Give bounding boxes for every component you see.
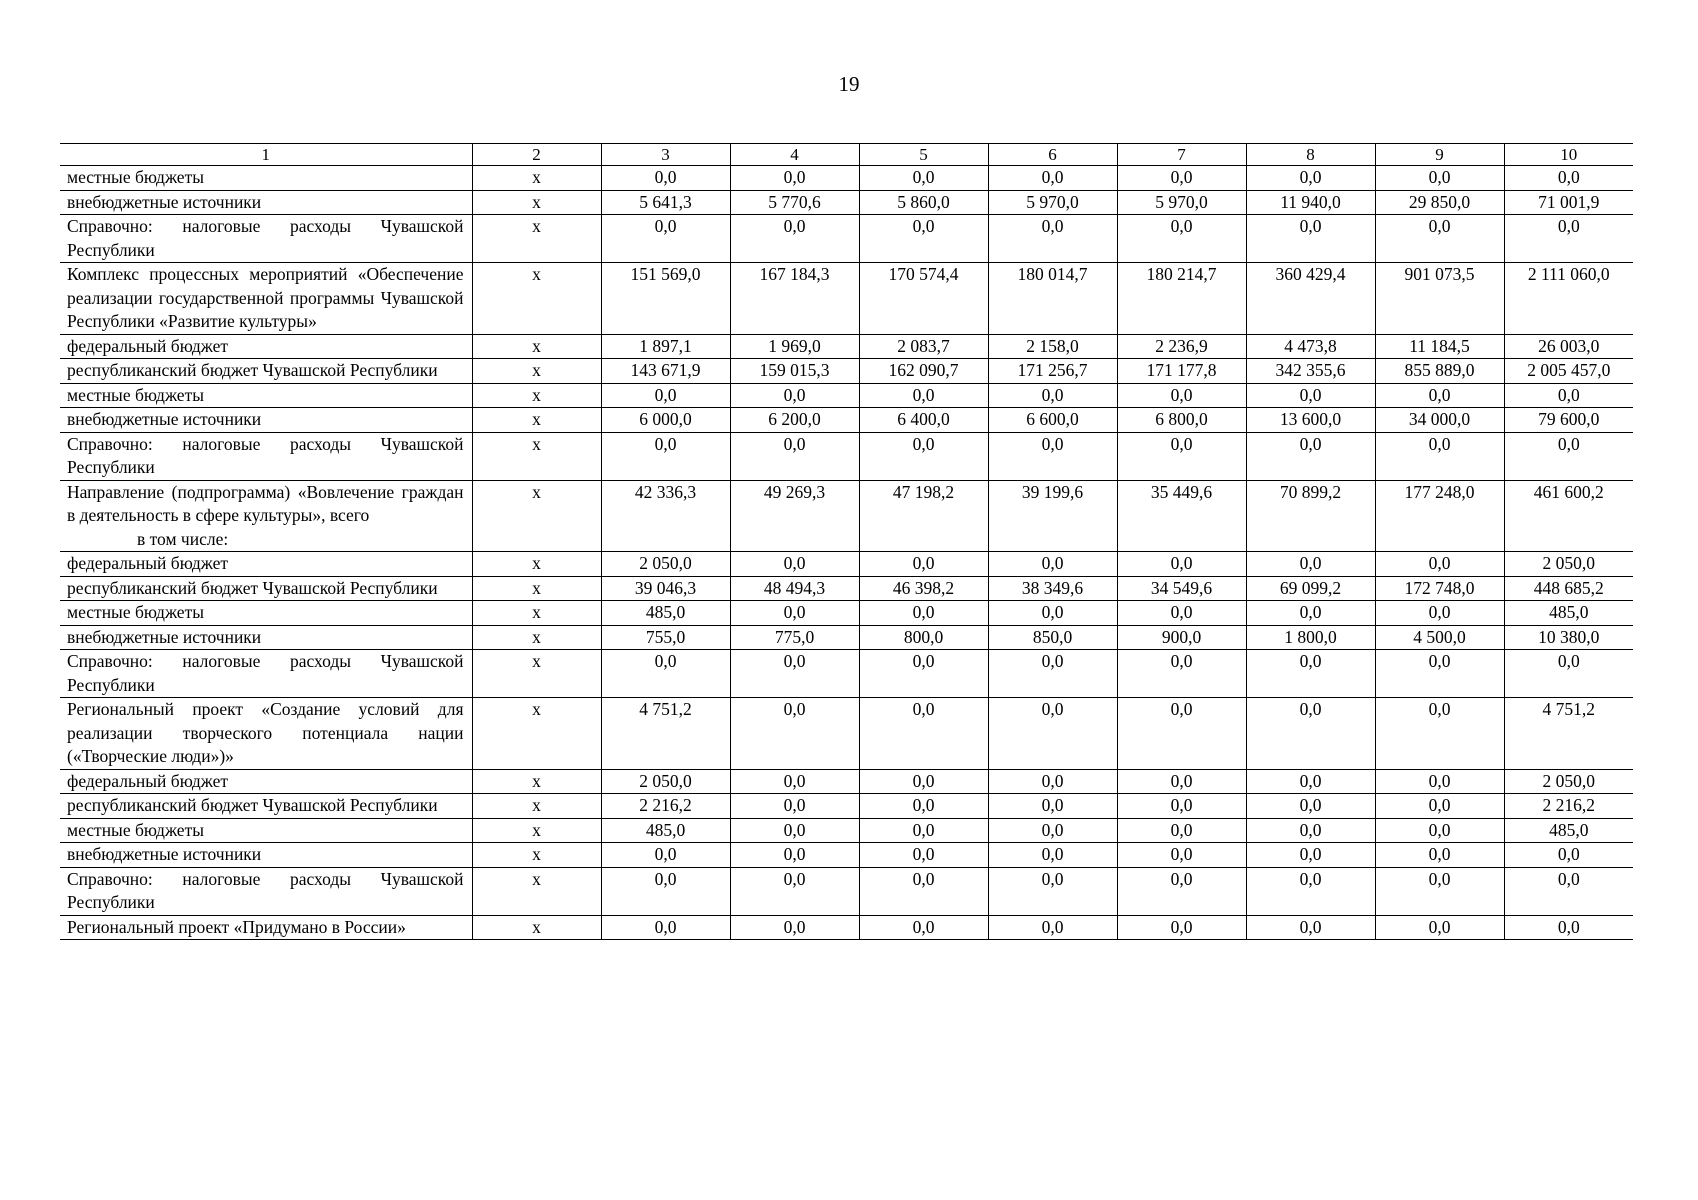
amount-cell: 485,0: [601, 818, 730, 843]
amount-cell: 0,0: [1246, 843, 1375, 868]
column-number-header: 10: [1504, 144, 1633, 166]
row-label: внебюджетные источники: [67, 409, 262, 429]
amount-cell: 159 015,3: [730, 359, 859, 384]
amount-cell: 0,0: [730, 867, 859, 915]
amount-cell: 0,0: [730, 794, 859, 819]
amount-cell: 0,0: [1246, 867, 1375, 915]
code-cell: x: [472, 601, 601, 626]
amount-cell: 901 073,5: [1375, 263, 1504, 335]
amount-cell: 71 001,9: [1504, 190, 1633, 215]
amount-cell: 485,0: [1504, 818, 1633, 843]
amount-cell: 0,0: [1246, 794, 1375, 819]
amount-cell: 0,0: [988, 794, 1117, 819]
table-row: [60, 915, 1633, 940]
amount-cell: 0,0: [988, 601, 1117, 626]
row-label-cell: [60, 215, 472, 263]
amount-cell: 0,0: [988, 843, 1117, 868]
amount-cell: 69 099,2: [1246, 576, 1375, 601]
amount-cell: 0,0: [859, 383, 988, 408]
code-cell: x: [472, 334, 601, 359]
column-number-row: [60, 144, 1633, 166]
amount-cell: 0,0: [1246, 552, 1375, 577]
amount-cell: 0,0: [1504, 915, 1633, 940]
amount-cell: 0,0: [988, 166, 1117, 191]
amount-cell: 5 970,0: [988, 190, 1117, 215]
amount-cell: 800,0: [859, 625, 988, 650]
amount-cell: 0,0: [988, 383, 1117, 408]
row-label-cell: [60, 166, 472, 191]
code-cell: x: [472, 625, 601, 650]
amount-cell: 48 494,3: [730, 576, 859, 601]
row-label: внебюджетные источники: [67, 844, 262, 864]
amount-cell: 170 574,4: [859, 263, 988, 335]
row-label: федеральный бюджет: [67, 553, 229, 573]
table-row: [60, 552, 1633, 577]
table-row: [60, 698, 1633, 770]
amount-cell: 0,0: [1375, 867, 1504, 915]
amount-cell: 0,0: [859, 552, 988, 577]
amount-cell: 167 184,3: [730, 263, 859, 335]
page-number: 19: [838, 72, 860, 96]
table-row: [60, 818, 1633, 843]
amount-cell: 0,0: [859, 215, 988, 263]
code-cell: x: [472, 359, 601, 384]
row-label-cell: [60, 480, 472, 552]
amount-cell: 0,0: [1504, 215, 1633, 263]
row-label-cell: [60, 843, 472, 868]
table-row: [60, 215, 1633, 263]
amount-cell: 0,0: [1375, 215, 1504, 263]
table-row: [60, 190, 1633, 215]
column-number-header: 8: [1246, 144, 1375, 166]
amount-cell: 10 380,0: [1504, 625, 1633, 650]
row-label-cell: [60, 359, 472, 384]
amount-cell: 0,0: [1246, 818, 1375, 843]
row-label-cell: [60, 818, 472, 843]
amount-cell: 0,0: [859, 915, 988, 940]
amount-cell: 360 429,4: [1246, 263, 1375, 335]
amount-cell: 26 003,0: [1504, 334, 1633, 359]
amount-cell: 0,0: [988, 818, 1117, 843]
row-label-cell: [60, 552, 472, 577]
amount-cell: 4 473,8: [1246, 334, 1375, 359]
row-label-cell: [60, 334, 472, 359]
row-label-cell: [60, 698, 472, 770]
amount-cell: 0,0: [730, 818, 859, 843]
amount-cell: 485,0: [1504, 601, 1633, 626]
amount-cell: 0,0: [1375, 650, 1504, 698]
code-cell: x: [472, 432, 601, 480]
row-label: Региональный проект «Создание условий для реализации творческого потенциала нации («Творческие люди»)»: [67, 699, 464, 766]
amount-cell: 171 256,7: [988, 359, 1117, 384]
code-cell: x: [472, 818, 601, 843]
amount-cell: 0,0: [1246, 915, 1375, 940]
amount-cell: 0,0: [601, 432, 730, 480]
row-label-cell: [60, 601, 472, 626]
table-row: [60, 359, 1633, 384]
amount-cell: 0,0: [730, 215, 859, 263]
code-cell: x: [472, 263, 601, 335]
amount-cell: 0,0: [601, 843, 730, 868]
row-label: внебюджетные источники: [67, 191, 262, 212]
row-label: республиканский бюджет Чувашской Республики: [67, 360, 438, 380]
row-label: Справочно: налоговые расходы Чувашской Республики: [67, 868, 464, 912]
amount-cell: 0,0: [1117, 166, 1246, 191]
amount-cell: 0,0: [859, 166, 988, 191]
amount-cell: 2 050,0: [601, 769, 730, 794]
amount-cell: 448 685,2: [1504, 576, 1633, 601]
amount-cell: 0,0: [730, 383, 859, 408]
amount-cell: 2 236,9: [1117, 334, 1246, 359]
amount-cell: 850,0: [988, 625, 1117, 650]
amount-cell: 0,0: [988, 552, 1117, 577]
amount-cell: 2 005 457,0: [1504, 359, 1633, 384]
row-label-cell: [60, 650, 472, 698]
amount-cell: 775,0: [730, 625, 859, 650]
amount-cell: 485,0: [601, 601, 730, 626]
row-label-cell: [60, 794, 472, 819]
code-cell: x: [472, 215, 601, 263]
row-label: Направление (подпрограмма) «Вовлечение граждан в деятельность в сфере культуры», всего: [67, 481, 464, 525]
row-label: местные бюджеты: [67, 167, 204, 187]
amount-cell: 70 899,2: [1246, 480, 1375, 552]
amount-cell: 0,0: [988, 432, 1117, 480]
row-label: республиканский бюджет Чувашской Республики: [67, 577, 438, 598]
amount-cell: 0,0: [1375, 552, 1504, 577]
amount-cell: 0,0: [730, 650, 859, 698]
row-label-cell: [60, 190, 472, 215]
amount-cell: 2 050,0: [1504, 552, 1633, 577]
table-row: [60, 576, 1633, 601]
amount-cell: 1 800,0: [1246, 625, 1375, 650]
amount-cell: 0,0: [1375, 794, 1504, 819]
row-label: Справочно: налоговые расходы Чувашской Республики: [67, 433, 464, 477]
amount-cell: 461 600,2: [1504, 480, 1633, 552]
amount-cell: 0,0: [1246, 432, 1375, 480]
amount-cell: 0,0: [1504, 166, 1633, 191]
amount-cell: 0,0: [1375, 818, 1504, 843]
table-row: [60, 480, 1633, 552]
amount-cell: 0,0: [988, 650, 1117, 698]
amount-cell: 0,0: [1246, 769, 1375, 794]
table-row: [60, 843, 1633, 868]
amount-cell: 0,0: [988, 867, 1117, 915]
amount-cell: 180 014,7: [988, 263, 1117, 335]
amount-cell: 2 216,2: [1504, 794, 1633, 819]
amount-cell: 0,0: [1117, 383, 1246, 408]
amount-cell: 34 000,0: [1375, 408, 1504, 433]
amount-cell: 0,0: [1504, 867, 1633, 915]
table-row: [60, 166, 1633, 191]
code-cell: x: [472, 650, 601, 698]
amount-cell: 0,0: [1375, 383, 1504, 408]
table-row: [60, 432, 1633, 480]
amount-cell: 0,0: [859, 794, 988, 819]
amount-cell: 6 600,0: [988, 408, 1117, 433]
table-row: [60, 601, 1633, 626]
amount-cell: 6 400,0: [859, 408, 988, 433]
amount-cell: 4 500,0: [1375, 625, 1504, 650]
amount-cell: 0,0: [1246, 215, 1375, 263]
amount-cell: 2 216,2: [601, 794, 730, 819]
amount-cell: 2 083,7: [859, 334, 988, 359]
amount-cell: 0,0: [730, 769, 859, 794]
amount-cell: 0,0: [1117, 769, 1246, 794]
amount-cell: 2 158,0: [988, 334, 1117, 359]
column-number-header: 9: [1375, 144, 1504, 166]
amount-cell: 6 200,0: [730, 408, 859, 433]
amount-cell: 0,0: [730, 915, 859, 940]
amount-cell: 0,0: [1117, 552, 1246, 577]
amount-cell: 34 549,6: [1117, 576, 1246, 601]
amount-cell: 151 569,0: [601, 263, 730, 335]
table-row: [60, 625, 1633, 650]
code-cell: x: [472, 190, 601, 215]
amount-cell: 0,0: [859, 818, 988, 843]
amount-cell: 13 600,0: [1246, 408, 1375, 433]
table-row: [60, 650, 1633, 698]
table-body: [60, 144, 1633, 940]
row-label: республиканский бюджет Чувашской Республики: [67, 795, 438, 815]
amount-cell: 0,0: [1117, 915, 1246, 940]
amount-cell: 143 671,9: [601, 359, 730, 384]
amount-cell: 2 050,0: [601, 552, 730, 577]
amount-cell: 42 336,3: [601, 480, 730, 552]
amount-cell: 0,0: [730, 552, 859, 577]
row-label-cell: [60, 625, 472, 650]
amount-cell: 0,0: [1504, 843, 1633, 868]
amount-cell: 0,0: [1246, 698, 1375, 770]
amount-cell: 0,0: [1504, 383, 1633, 408]
amount-cell: 0,0: [988, 915, 1117, 940]
amount-cell: 900,0: [1117, 625, 1246, 650]
amount-cell: 5 860,0: [859, 190, 988, 215]
amount-cell: 0,0: [601, 867, 730, 915]
code-cell: x: [472, 698, 601, 770]
row-label-cell: [60, 769, 472, 794]
amount-cell: 39 199,6: [988, 480, 1117, 552]
amount-cell: 46 398,2: [859, 576, 988, 601]
amount-cell: 0,0: [1246, 166, 1375, 191]
table-row: [60, 408, 1633, 433]
amount-cell: 0,0: [1375, 601, 1504, 626]
amount-cell: 0,0: [859, 698, 988, 770]
row-label-cell: [60, 408, 472, 433]
amount-cell: 172 748,0: [1375, 576, 1504, 601]
amount-cell: 2 111 060,0: [1504, 263, 1633, 335]
amount-cell: 5 641,3: [601, 190, 730, 215]
amount-cell: 0,0: [859, 867, 988, 915]
amount-cell: 0,0: [1504, 432, 1633, 480]
amount-cell: 0,0: [601, 915, 730, 940]
amount-cell: 4 751,2: [1504, 698, 1633, 770]
amount-cell: 0,0: [1504, 650, 1633, 698]
code-cell: x: [472, 383, 601, 408]
amount-cell: 0,0: [1375, 698, 1504, 770]
amount-cell: 0,0: [730, 698, 859, 770]
amount-cell: 0,0: [859, 601, 988, 626]
row-label: федеральный бюджет: [67, 770, 229, 791]
amount-cell: 0,0: [1375, 915, 1504, 940]
amount-cell: 342 355,6: [1246, 359, 1375, 384]
code-cell: x: [472, 843, 601, 868]
amount-cell: 180 214,7: [1117, 263, 1246, 335]
amount-cell: 1 897,1: [601, 334, 730, 359]
column-number-header: 3: [601, 144, 730, 166]
amount-cell: 0,0: [1117, 818, 1246, 843]
amount-cell: 6 000,0: [601, 408, 730, 433]
amount-cell: 5 970,0: [1117, 190, 1246, 215]
amount-cell: 11 184,5: [1375, 334, 1504, 359]
row-label-cell: [60, 263, 472, 335]
code-cell: x: [472, 166, 601, 191]
amount-cell: 4 751,2: [601, 698, 730, 770]
row-label: Региональный проект «Придумано в России»: [67, 916, 406, 937]
row-label: местные бюджеты: [67, 819, 204, 840]
amount-cell: 2 050,0: [1504, 769, 1633, 794]
amount-cell: 755,0: [601, 625, 730, 650]
amount-cell: 0,0: [1375, 769, 1504, 794]
row-label-cell: [60, 867, 472, 915]
amount-cell: 162 090,7: [859, 359, 988, 384]
row-label: местные бюджеты: [67, 384, 204, 405]
table-row: [60, 263, 1633, 335]
amount-cell: 0,0: [1375, 432, 1504, 480]
amount-cell: 0,0: [601, 166, 730, 191]
row-label: внебюджетные источники: [67, 626, 262, 647]
amount-cell: 38 349,6: [988, 576, 1117, 601]
row-label-cell: [60, 432, 472, 480]
code-cell: x: [472, 867, 601, 915]
amount-cell: 0,0: [1375, 166, 1504, 191]
amount-cell: 0,0: [730, 432, 859, 480]
column-number-header: 7: [1117, 144, 1246, 166]
amount-cell: 0,0: [1117, 698, 1246, 770]
amount-cell: 0,0: [601, 383, 730, 408]
row-label-cell: [60, 576, 472, 601]
amount-cell: 0,0: [859, 650, 988, 698]
row-sublabel: в том числе:: [137, 528, 229, 549]
amount-cell: 177 248,0: [1375, 480, 1504, 552]
amount-cell: 0,0: [1117, 794, 1246, 819]
code-cell: x: [472, 480, 601, 552]
code-cell: x: [472, 794, 601, 819]
table-row: [60, 794, 1633, 819]
amount-cell: 79 600,0: [1504, 408, 1633, 433]
amount-cell: 11 940,0: [1246, 190, 1375, 215]
amount-cell: 0,0: [988, 215, 1117, 263]
amount-cell: 0,0: [859, 769, 988, 794]
amount-cell: 0,0: [1117, 867, 1246, 915]
row-label: Справочно: налоговые расходы Чувашской Республики: [67, 651, 464, 695]
amount-cell: 29 850,0: [1375, 190, 1504, 215]
row-label: федеральный бюджет: [67, 335, 229, 356]
budget-table: [60, 143, 1633, 940]
row-label: Комплекс процессных мероприятий «Обеспечение реализации государственной программы Чувашской Республики «Развитие культуры»: [67, 264, 464, 331]
amount-cell: 49 269,3: [730, 480, 859, 552]
amount-cell: 0,0: [859, 432, 988, 480]
table-row: [60, 769, 1633, 794]
row-label: Справочно: налоговые расходы Чувашской Республики: [67, 216, 464, 260]
amount-cell: 5 770,6: [730, 190, 859, 215]
amount-cell: 0,0: [859, 843, 988, 868]
amount-cell: 855 889,0: [1375, 359, 1504, 384]
amount-cell: 0,0: [1117, 650, 1246, 698]
table-row: [60, 383, 1633, 408]
column-number-header: 4: [730, 144, 859, 166]
amount-cell: 0,0: [1117, 843, 1246, 868]
amount-cell: 0,0: [1375, 843, 1504, 868]
column-number-header: 2: [472, 144, 601, 166]
amount-cell: 35 449,6: [1117, 480, 1246, 552]
code-cell: x: [472, 576, 601, 601]
amount-cell: 0,0: [1117, 215, 1246, 263]
row-label-cell: [60, 383, 472, 408]
row-label: местные бюджеты: [67, 602, 204, 622]
amount-cell: 0,0: [730, 166, 859, 191]
code-cell: x: [472, 915, 601, 940]
code-cell: x: [472, 769, 601, 794]
amount-cell: 0,0: [988, 769, 1117, 794]
row-label-cell: [60, 915, 472, 940]
amount-cell: 0,0: [1246, 383, 1375, 408]
amount-cell: 171 177,8: [1117, 359, 1246, 384]
amount-cell: 0,0: [988, 698, 1117, 770]
amount-cell: 6 800,0: [1117, 408, 1246, 433]
table-row: [60, 867, 1633, 915]
amount-cell: 39 046,3: [601, 576, 730, 601]
column-number-header: 6: [988, 144, 1117, 166]
column-number-header: 1: [60, 144, 472, 166]
amount-cell: 0,0: [730, 843, 859, 868]
amount-cell: 0,0: [601, 215, 730, 263]
code-cell: x: [472, 408, 601, 433]
amount-cell: 0,0: [730, 601, 859, 626]
amount-cell: 0,0: [1246, 601, 1375, 626]
column-number-header: 5: [859, 144, 988, 166]
amount-cell: 0,0: [1117, 601, 1246, 626]
amount-cell: 47 198,2: [859, 480, 988, 552]
amount-cell: 0,0: [601, 650, 730, 698]
amount-cell: 0,0: [1246, 650, 1375, 698]
table-row: [60, 334, 1633, 359]
code-cell: x: [472, 552, 601, 577]
amount-cell: 0,0: [1117, 432, 1246, 480]
amount-cell: 1 969,0: [730, 334, 859, 359]
